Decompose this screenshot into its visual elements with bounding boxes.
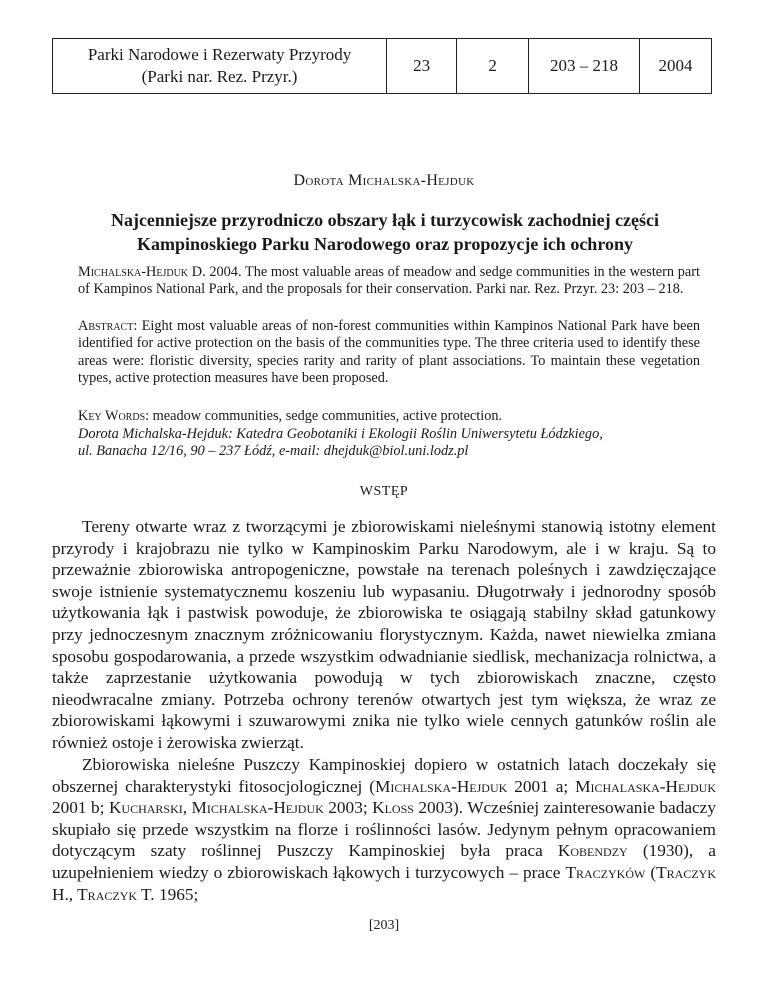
- p2-text-6: (1930), a uzupełnieniem wiedzy o zbiorowiskach łąkowych i turzycowych – prace: [52, 841, 716, 882]
- affiliation-line-2: ul. Banacha 12/16, 90 – 237 Łódź, e-mail: dhejduk@biol.uni.lodz.pl: [78, 443, 469, 460]
- p2-ref-6: Traczyków: [565, 862, 646, 882]
- abstract: [78, 318, 700, 387]
- p2-text-8: T. 1965;: [137, 884, 199, 904]
- journal-abbrev: (Parki nar. Rez. Przyr.): [141, 67, 298, 86]
- paragraph-2: [52, 754, 716, 905]
- p2-text-7: (: [645, 862, 657, 882]
- issue-cell: 2: [457, 39, 529, 94]
- p2-text-3: 2001 b;: [52, 798, 109, 818]
- p2-ref-7: Traczyk H., Traczyk: [52, 862, 717, 904]
- p2-text-4: 2003;: [323, 798, 373, 818]
- journal-name-cell: [53, 39, 387, 94]
- p2-ref-1: Michalska-Hejduk: [375, 776, 508, 796]
- journal-header-table: [52, 38, 712, 94]
- section-heading: WSTĘP: [359, 484, 409, 499]
- volume-cell: 23: [387, 39, 457, 94]
- keywords-text: : meadow communities, sedge communities, active protection.: [145, 408, 503, 424]
- p2-text-2: 2001 a;: [507, 776, 576, 796]
- pages-cell: 203 – 218: [529, 39, 640, 94]
- p2-text-1: Zbiorowiska nieleśne Puszczy Kampinoskiej dopiero w ostatnich latach doczekały się obszernej charakterystyki fitosocjologicznej (: [52, 755, 716, 796]
- p2-ref-4: Kloss: [372, 798, 414, 818]
- p2-ref-2: Michalaska-Hejduk: [575, 776, 717, 796]
- title-line-2: Kampinoskiego Parku Narodowego oraz propozycje ich ochrony: [137, 234, 633, 254]
- page-number: [203]: [368, 918, 400, 933]
- citation-text: D. 2004. The most valuable areas of meadow and sedge communities in the western part of Kampinos National Park, and the proposals for their conservation. Parki nar. Rez. Przyr. 23: 203 – 218.: [78, 264, 700, 298]
- affiliation: [78, 426, 700, 461]
- p2-ref-5: Kobendzy: [557, 841, 628, 861]
- p2-text-5: 2003). Wcześniej zainteresowanie badaczy skupiało się przede wszystkim na florze i roślinności lasów. Jedynym pełnym opracowaniem dotyczącym szaty roślinnej Puszczy Kampinoskiej była praca: [52, 798, 716, 861]
- author-name: Dorota Michalska-Hejduk: [293, 172, 475, 189]
- journal-name: Parki Narodowe i Rezerwaty Przyrody: [87, 45, 352, 64]
- abstract-text: : Eight most valuable areas of non-forest communities within Kampinos National Park have been identified for active protection on the basis of the communities type. The three criteria used to identify these areas were: floristic diversity, species rarity and rarity of plant associations. To maintain these vegetation types, active protection measures have been proposed.: [78, 318, 700, 386]
- article-title: [60, 208, 710, 256]
- citation: [78, 264, 700, 299]
- abstract-label: Abstract: [78, 318, 134, 334]
- affiliation-line-1: Dorota Michalska-Hejduk: Katedra Geobotaniki i Ekologii Roślin Uniwersytetu Łódzkiego,: [78, 426, 603, 442]
- paragraph-1-text: Tereny otwarte wraz z tworzącymi je zbiorowiskami nieleśnymi stanowią istotny element przyrody i krajobrazu nie tylko w Kampinoskim Parku Narodowym, ale i w kraju. Są to przeważnie zbiorowiska antropogeniczne, powstałe na terenach poleśnych i zawdzięczające swoje istnienie systematycznemu koszeniu lub wypasaniu. Długotrwały i jednorodny sposób użytkowania łąk i pastwisk powoduje, że zbiorowiska te osiągają stabilny skład gatunkowy przy jednoczesnym znacznym zróżnicowaniu florystycznym. Każda, nawet niewielka zmiana sposobu gospodarowania, a przede wszystkim odwadnianie siedlisk, mechanizacja rolnictwa, a także zaprzestanie użytkowania powodują w tych zbiorowiskach znaczne, często nieodwracalne zmiany. Potrzeba ochrony terenów otwartych jest tym większa, że wraz ze zbiorowiskami łąkowymi i szuwarowymi znika nie tylko wiele cennych gatunków roślin ale również ostoje i żerowiska zwierząt.: [52, 517, 716, 752]
- keywords-label: Key Words: [78, 408, 146, 424]
- year-cell: 2004: [639, 39, 711, 94]
- keywords: [78, 408, 700, 425]
- title-line-1: Najcenniejsze przyrodniczo obszary łąk i turzycowisk zachodniej części: [110, 210, 660, 230]
- citation-author: Michalska-Hejduk: [78, 264, 189, 280]
- paragraph-1: [52, 516, 716, 754]
- p2-ref-3: Kucharski, Michalska-Hejduk: [108, 798, 324, 818]
